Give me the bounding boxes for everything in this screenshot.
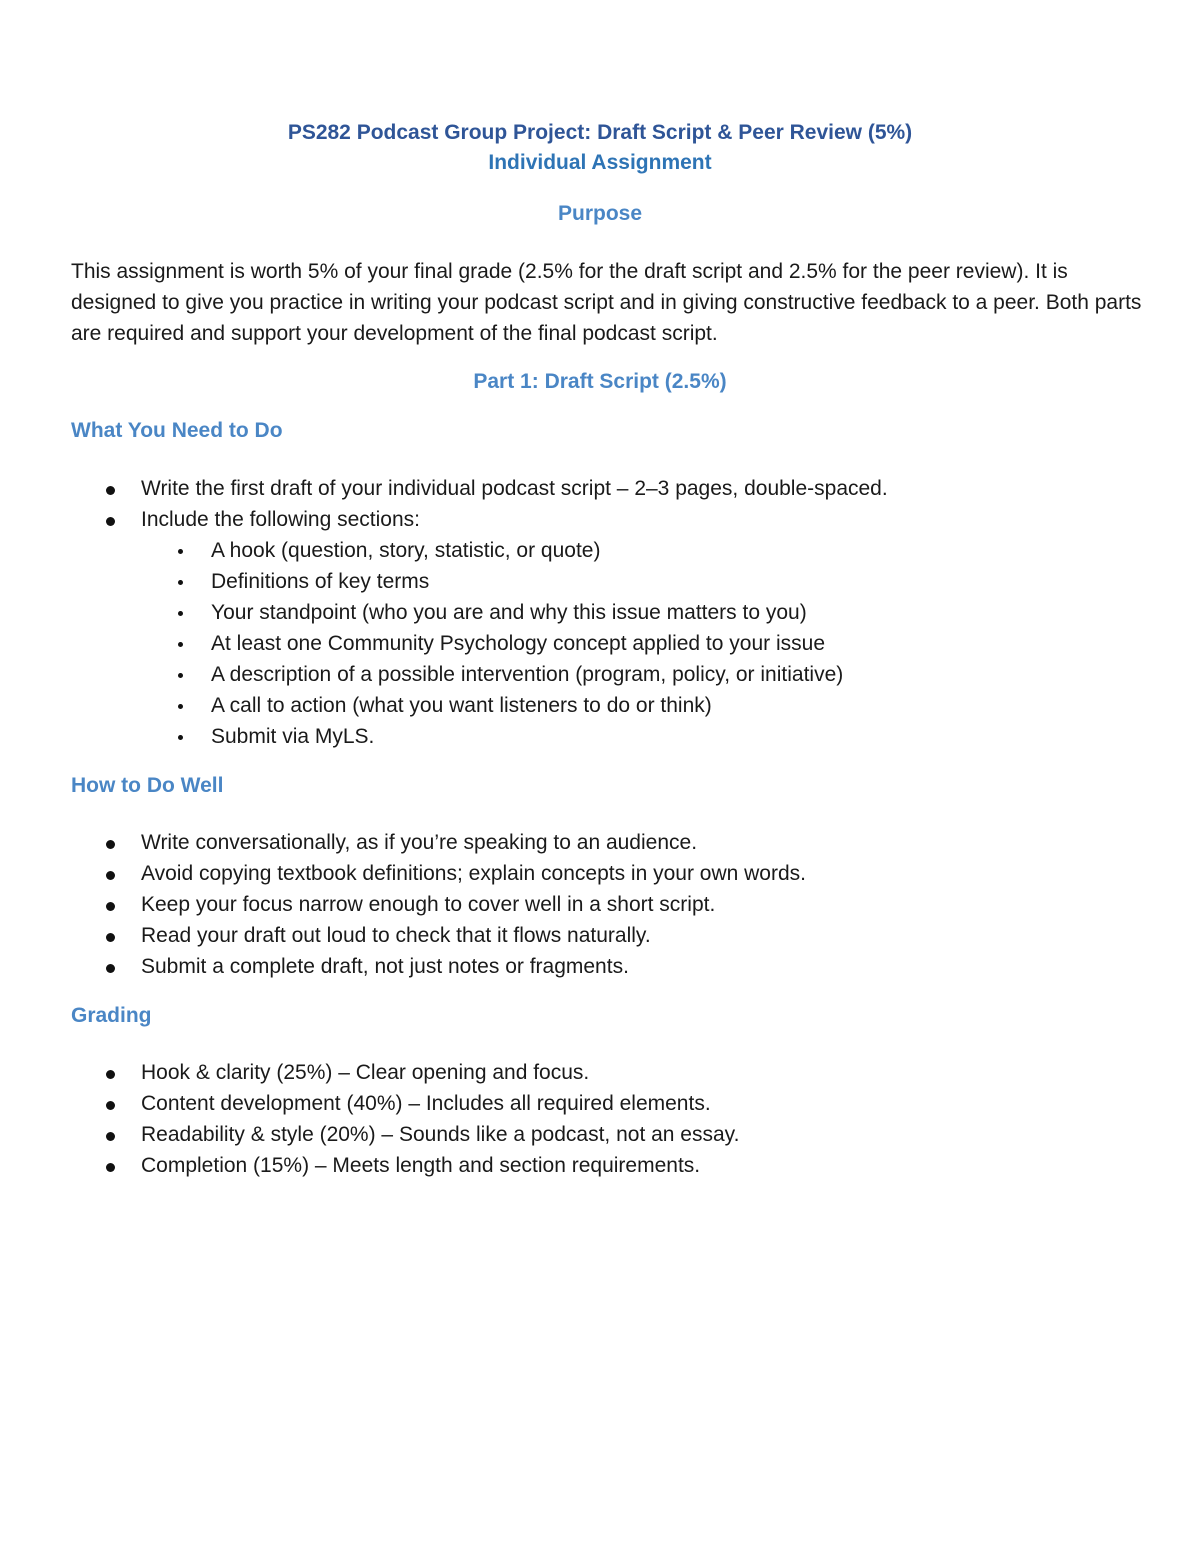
sublist-item-text: A call to action (what you want listeners to do or think) [211,694,712,717]
list-item-text: Write conversationally, as if you’re speaking to an audience. [141,831,698,854]
list-item-text: Read your draft out loud to check that it flows naturally. [141,924,651,947]
list-item [0,504,1200,535]
sublist-item-text: Submit via MyLS. [211,725,375,748]
list-item-text: Write the first draft of your individual podcast script – 2–3 pages, double-spaced. [141,477,888,500]
sublist-item [0,690,1200,721]
how-to-do-well-heading: How to Do Well [71,774,224,797]
list-item [0,473,1200,504]
purpose-paragraph: This assignment is worth 5% of your final grade (2.5% for the draft script and 2.5% for the peer review). It is designed to give you practice in writing your podcast script and in giving constructive feedback to a peer. Both parts are required and support your development of the final podcast script. [71,260,1142,345]
list-item [0,951,1200,982]
bullet-icon [106,902,115,911]
sublist-item [0,659,1200,690]
small-bullet-icon [178,704,183,709]
document-subtitle: Individual Assignment [488,151,712,174]
sublist-item-text: A hook (question, story, statistic, or quote) [211,539,601,562]
sublist-item [0,535,1200,566]
sections-sublist [0,535,1200,752]
list-item-text: Avoid copying textbook definitions; explain concepts in your own words. [141,862,806,885]
list-item [0,1088,1200,1119]
list-item-text: Readability & style (20%) – Sounds like a podcast, not an essay. [141,1123,740,1146]
sublist-item [0,597,1200,628]
small-bullet-icon [178,673,183,678]
bullet-icon [106,486,115,495]
list-item [0,858,1200,889]
purpose-heading: Purpose [557,202,643,225]
sublist-item-text: A description of a possible intervention (program, policy, or initiative) [211,663,844,686]
list-item [0,1150,1200,1181]
list-item-text: Completion (15%) – Meets length and section requirements. [141,1154,701,1177]
bullet-icon [106,964,115,973]
sublist-item-text: Definitions of key terms [211,570,430,593]
list-item-text: Content development (40%) – Includes all required elements. [141,1092,711,1115]
grading-heading: Grading [71,1004,152,1027]
bullet-icon [106,1070,115,1079]
list-item [0,920,1200,951]
list-item [0,1119,1200,1150]
list-item [0,1057,1200,1088]
list-item-text: Submit a complete draft, not just notes or fragments. [141,955,629,978]
bullet-icon [106,1101,115,1110]
document-title: PS282 Podcast Group Project: Draft Script & Peer Review (5%) [287,121,913,144]
bullet-icon [106,840,115,849]
bullet-icon [106,517,115,526]
list-item-text: Hook & clarity (25%) – Clear opening and focus. [141,1061,590,1084]
sublist-item-text: At least one Community Psychology concept applied to your issue [211,632,825,655]
part1-heading: Part 1: Draft Script (2.5%) [473,370,727,393]
sublist-item-text: Your standpoint (who you are and why this issue matters to you) [211,601,807,624]
sublist-item [0,566,1200,597]
small-bullet-icon [178,642,183,647]
what-you-need-list [0,473,1200,752]
small-bullet-icon [178,735,183,740]
list-item-text: Include the following sections: [141,508,420,531]
list-item [0,889,1200,920]
sublist-container [0,535,1200,752]
bullet-icon [106,1132,115,1141]
sublist-item [0,628,1200,659]
small-bullet-icon [178,549,183,554]
how-to-do-well-list [0,827,1200,982]
small-bullet-icon [178,611,183,616]
what-you-need-heading: What You Need to Do [71,419,283,442]
small-bullet-icon [178,580,183,585]
list-item-text: Keep your focus narrow enough to cover well in a short script. [141,893,716,916]
grading-list [0,1057,1200,1181]
sublist-item [0,721,1200,752]
bullet-icon [106,933,115,942]
bullet-icon [106,871,115,880]
list-item [0,827,1200,858]
bullet-icon [106,1163,115,1172]
